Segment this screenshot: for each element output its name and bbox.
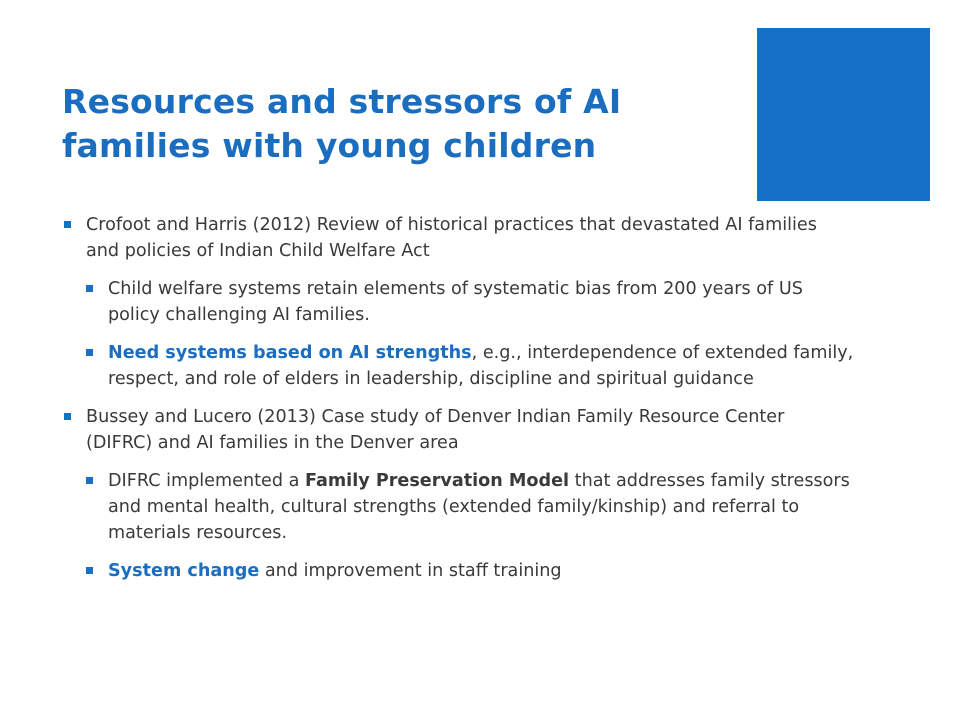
bullet-emphasis: System change <box>108 561 260 581</box>
bullet-square-icon <box>86 349 93 356</box>
bullet-system-change <box>64 558 854 584</box>
bullet-text: that addresses family stressors and mental health, cultural strengths (extended family/kinship) and referral to materials resources. <box>108 471 850 543</box>
bullet-systematic-bias <box>64 276 854 328</box>
bullet-crofoot-harris <box>64 212 854 264</box>
bullet-emphasis: Family Preservation Model <box>304 471 570 491</box>
title-line-1: Resources and stressors of AI <box>62 82 622 121</box>
bullet-emphasis: Need systems based on AI strengths <box>108 343 472 363</box>
bullet-square-icon <box>86 285 93 292</box>
bullet-square-icon <box>64 413 71 420</box>
accent-block <box>757 28 930 201</box>
title-line-2: families with young children <box>62 126 597 165</box>
bullet-text: and improvement in staff training <box>259 561 562 581</box>
bullet-square-icon <box>86 567 93 574</box>
bullet-text-pre: DIFRC implemented a <box>108 471 305 491</box>
slide-title <box>62 80 742 168</box>
bullet-text: Bussey and Lucero (2013) Case study of Denver Indian Family Resource Center (DIFRC) and AI families in the Denver area <box>86 407 785 453</box>
bullet-text: , e.g., interdependence of extended family, respect, and role of elders in leadership, discipline and spiritual guidance <box>108 343 854 389</box>
bullet-text: Crofoot and Harris (2012) Review of historical practices that devastated AI families and policies of Indian Child Welfare Act <box>86 215 817 261</box>
bullet-square-icon <box>64 221 71 228</box>
bullet-square-icon <box>86 477 93 484</box>
bullet-bussey-lucero <box>64 404 854 456</box>
bullet-ai-strengths <box>64 340 854 392</box>
bullet-text: Child welfare systems retain elements of systematic bias from 200 years of US policy challenging AI families. <box>108 279 803 325</box>
bullet-list <box>64 212 854 596</box>
bullet-family-preservation <box>64 468 854 546</box>
